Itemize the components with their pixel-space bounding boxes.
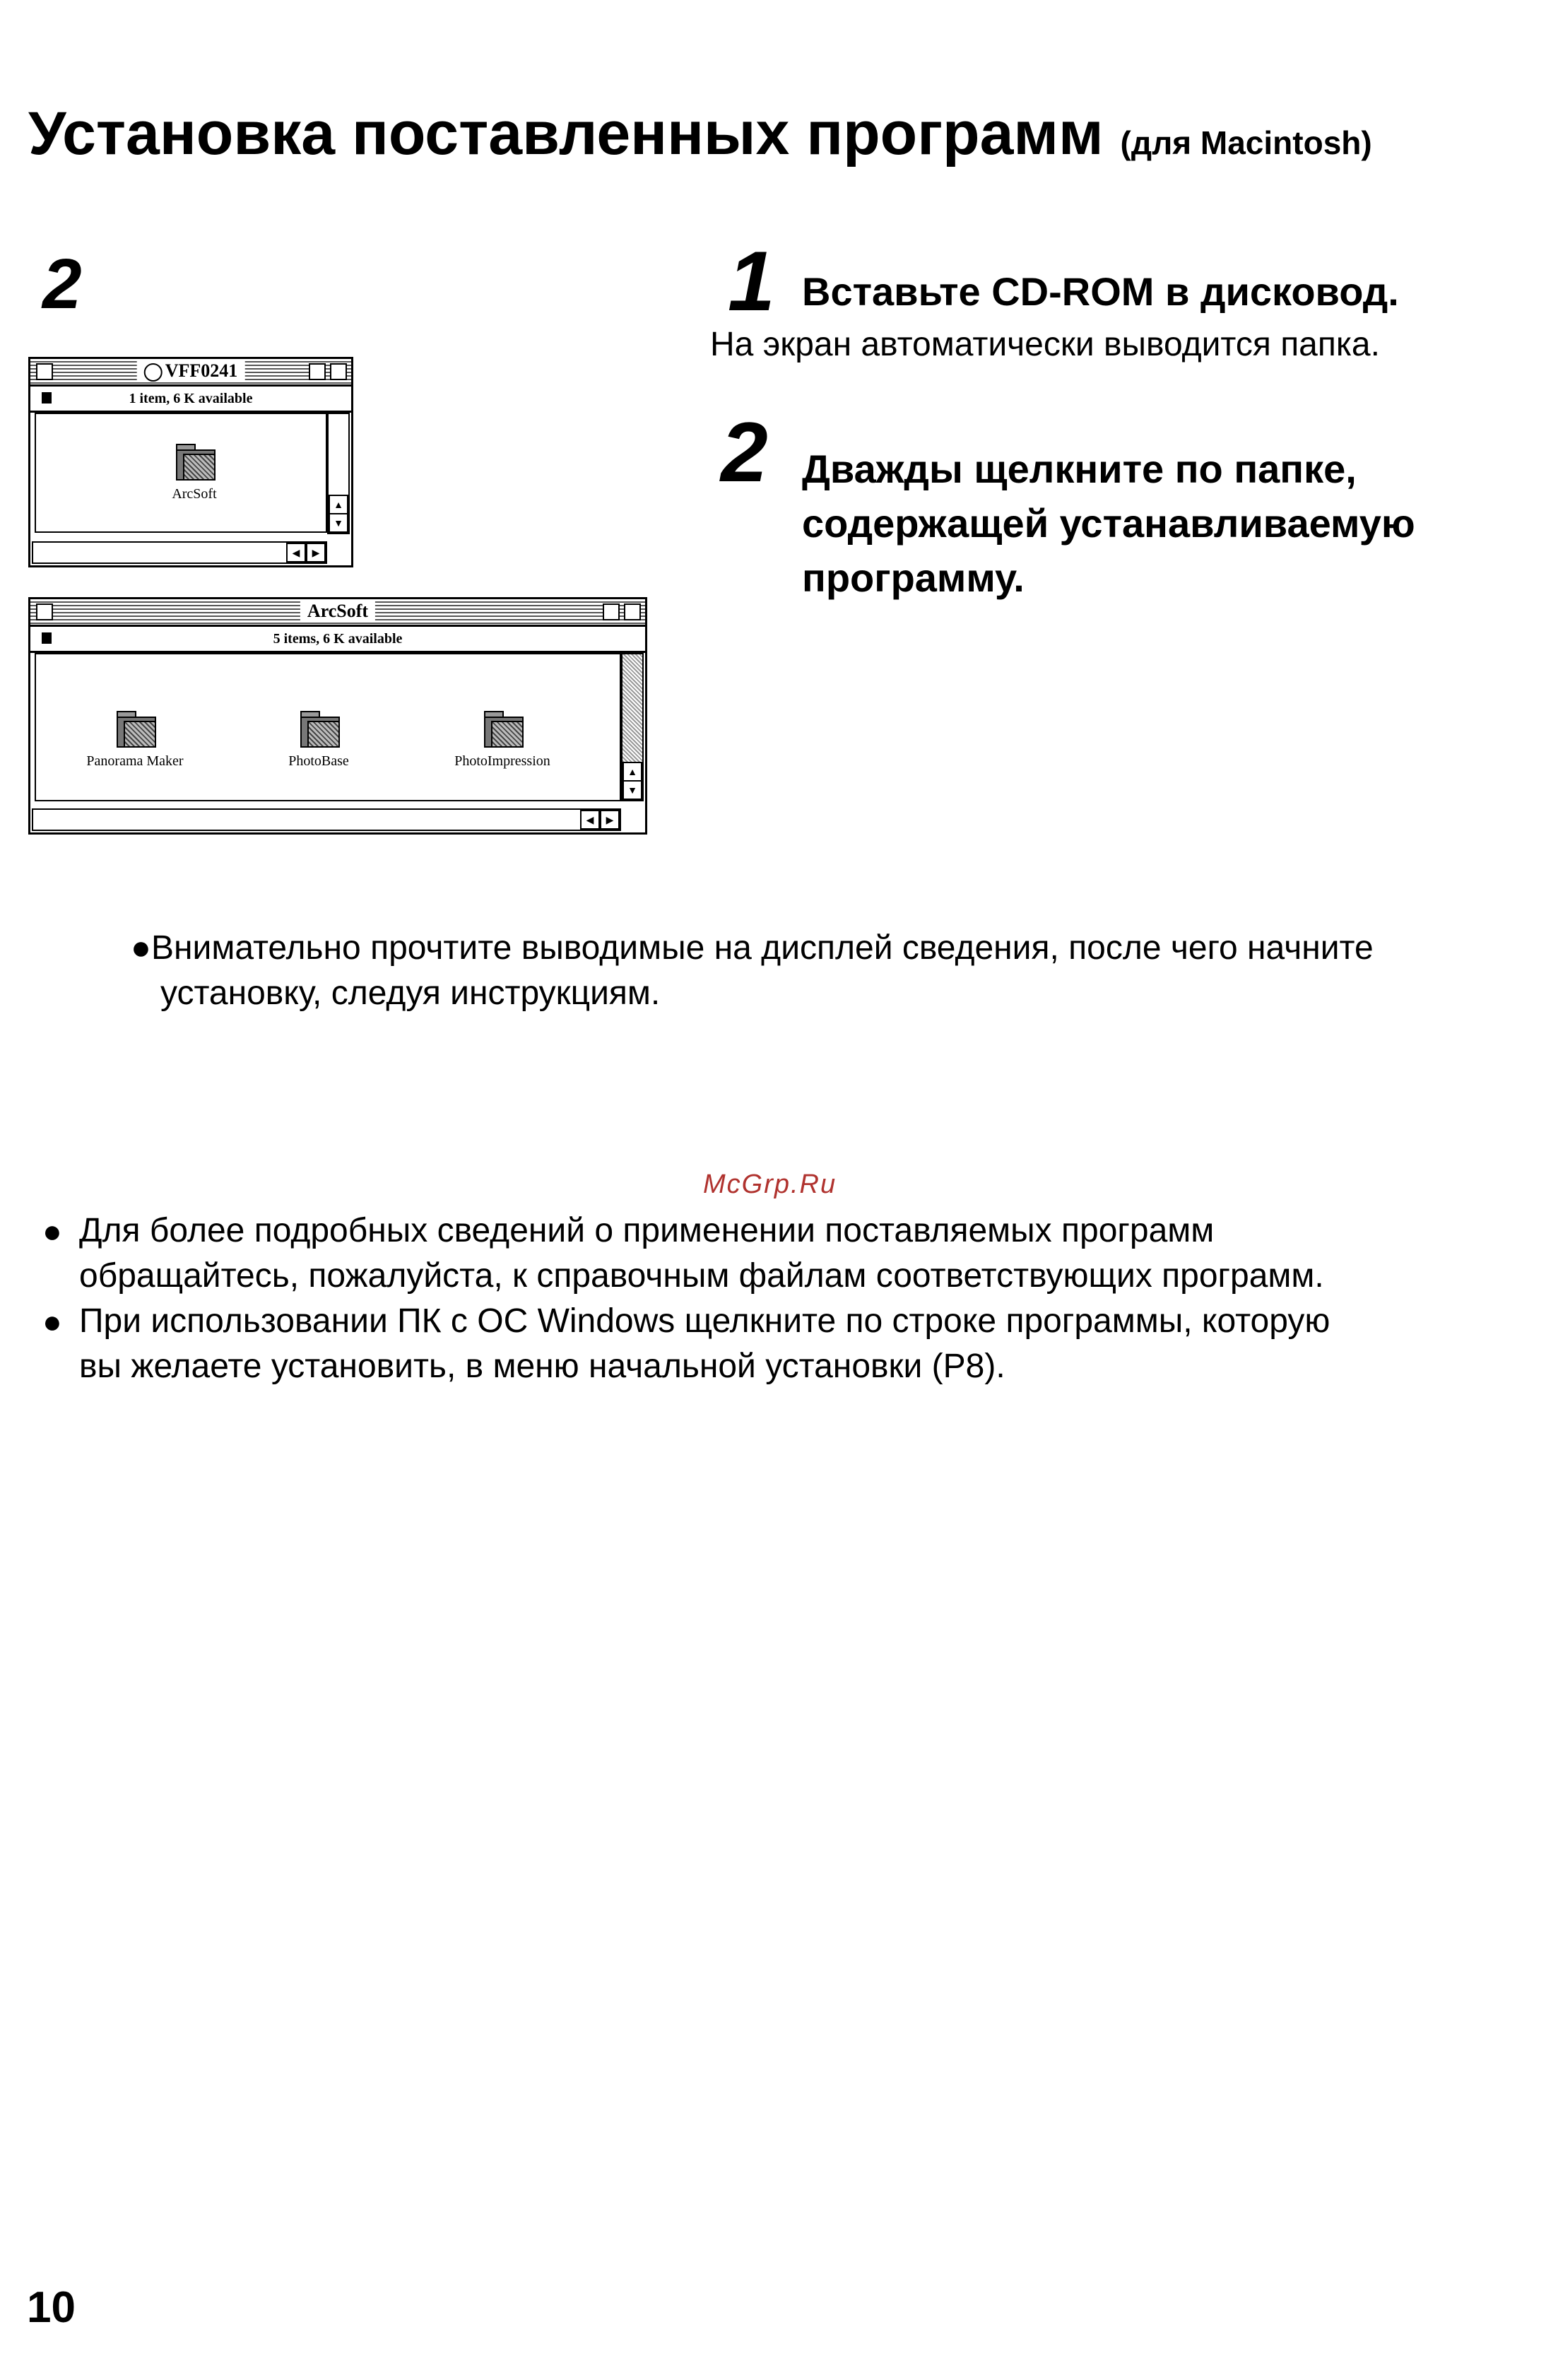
step-1-body: На экран автоматически выводится папка. — [710, 326, 1380, 363]
horizontal-scrollbar[interactable] — [32, 541, 327, 564]
folder-photoimpression[interactable] — [425, 709, 580, 770]
window-title — [300, 601, 375, 622]
folder-label: Panorama Maker — [86, 753, 184, 769]
folder-icon — [173, 442, 216, 478]
zoom-box-icon[interactable] — [309, 363, 326, 380]
step-1-number: 1 — [728, 234, 775, 329]
note-text: Внимательно прочтите выводимые на дисплей сведения, после чего начните — [151, 929, 1374, 967]
zoom-box-icon[interactable] — [603, 603, 620, 620]
window-title — [137, 360, 245, 382]
watermark: McGrp.Ru — [703, 1170, 837, 1199]
scroll-up-icon[interactable]: ▲ — [329, 495, 348, 514]
scroll-up-icon[interactable]: ▲ — [622, 762, 642, 782]
collapse-box-icon[interactable] — [330, 363, 347, 380]
footnote-item — [42, 1208, 1330, 1299]
window-title-bar[interactable] — [30, 599, 645, 627]
folder-arcsoft[interactable] — [117, 442, 272, 502]
footnote-line: обращайтесь, пожалуйста, к справочным файлам соответствующих программ. — [79, 1257, 1324, 1295]
step-2-line: Дважды щелкните по папке, — [802, 447, 1357, 491]
lock-icon — [42, 632, 52, 644]
vertical-scrollbar[interactable] — [327, 413, 350, 534]
page-number: 10 — [27, 2283, 76, 2332]
footnotes — [42, 1208, 1330, 1389]
window-title-text: ArcSoft — [307, 601, 369, 621]
page-title-main: Установка поставленных программ — [28, 100, 1104, 167]
step-2-line: содержащей устанавливаемую — [802, 501, 1415, 546]
scroll-down-icon[interactable]: ▼ — [329, 513, 348, 533]
folder-label: PhotoImpression — [454, 753, 550, 769]
folder-photobase[interactable] — [241, 709, 396, 770]
scroll-left-icon[interactable]: ◀ — [286, 543, 306, 562]
footnote-bullet: ● — [42, 1303, 62, 1340]
close-box-icon[interactable] — [36, 603, 53, 620]
scroll-left-icon[interactable]: ◀ — [580, 810, 600, 830]
folder-panorama-maker[interactable] — [57, 709, 213, 770]
footnote-line: Для более подробных сведений о применении поставляемых программ — [79, 1212, 1215, 1249]
scroll-right-icon[interactable]: ▶ — [306, 543, 326, 562]
page-title — [28, 99, 1372, 169]
figure-label: 2 — [42, 245, 82, 324]
window-info-text: 1 item, 6 K available — [129, 391, 253, 406]
footnote-item — [42, 1299, 1330, 1389]
step-1-heading: Вставьте CD-ROM в дисковод. — [802, 269, 1399, 314]
note-bullet: ● — [131, 929, 151, 967]
step-2-heading — [802, 442, 1415, 605]
lock-icon — [42, 392, 52, 403]
page-title-note: (для Macintosh) — [1120, 124, 1372, 161]
window-info-text: 5 items, 6 K available — [273, 631, 403, 647]
close-box-icon[interactable] — [36, 363, 53, 380]
scroll-right-icon[interactable]: ▶ — [600, 810, 620, 830]
scroll-down-icon[interactable]: ▼ — [622, 780, 642, 800]
folder-label: PhotoBase — [288, 753, 349, 769]
footnote-bullet: ● — [42, 1213, 62, 1249]
note-line-2: установку, следуя инструкциям. — [160, 974, 661, 1012]
vertical-scrollbar[interactable] — [621, 653, 644, 801]
folder-icon — [481, 709, 524, 745]
footnote-line: При использовании ПК с ОС Windows щелкните по строке программы, которую — [79, 1302, 1330, 1340]
folder-icon — [297, 709, 340, 745]
step-2-line: программу. — [802, 555, 1025, 600]
instruction-note — [131, 926, 1374, 1016]
window-title-bar[interactable] — [30, 359, 351, 387]
window-info-bar — [30, 627, 645, 653]
collapse-box-icon[interactable] — [624, 603, 641, 620]
step-2-number: 2 — [721, 405, 768, 500]
cd-icon — [144, 363, 163, 382]
window-content — [35, 653, 621, 801]
finder-window-vff0241[interactable] — [28, 357, 353, 567]
note-line-1 — [131, 926, 1374, 971]
horizontal-scrollbar[interactable] — [32, 808, 621, 831]
folder-label: ArcSoft — [172, 486, 217, 502]
footnote-line: вы желаете установить, в меню начальной установки (P8). — [79, 1348, 1005, 1385]
window-info-bar — [30, 387, 351, 413]
window-content — [35, 413, 327, 533]
window-title-text: VFF0241 — [165, 360, 238, 381]
finder-window-arcsoft[interactable] — [28, 597, 647, 835]
folder-icon — [114, 709, 156, 745]
